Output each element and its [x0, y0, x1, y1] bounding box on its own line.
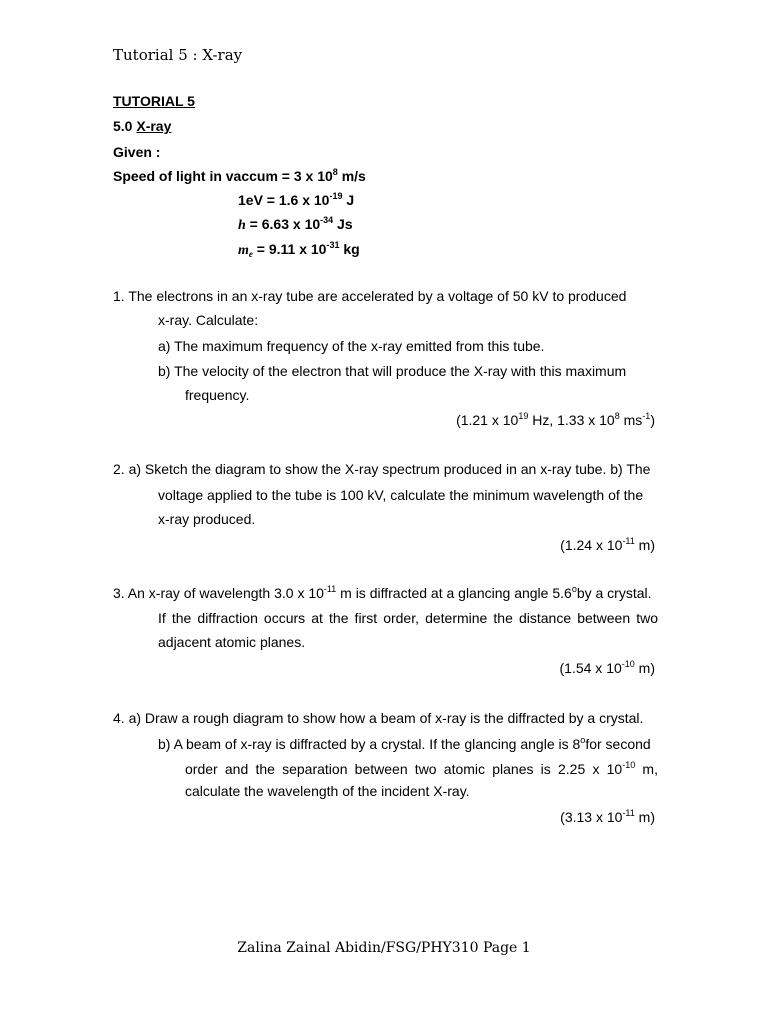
answer-text: Hz, 1.33 x 10	[528, 412, 615, 428]
question-2-line: 2. a) Sketch the diagram to show the X-ray spectrum produced in an x-ray tube. b) The	[113, 461, 651, 477]
constant-text: 1eV = 1.6 x 10	[238, 192, 330, 208]
question-text: b) A beam of x-ray is diffracted by a crystal. If the glancing angle is 8	[158, 736, 581, 752]
exponent: -10	[622, 760, 636, 770]
constant-electron-mass	[238, 241, 360, 259]
question-text: 3. An x-ray of wavelength 3.0 x 10	[113, 585, 324, 601]
constant-unit: Js	[333, 216, 353, 232]
constant-text: = 9.11 x 10	[252, 241, 327, 257]
exponent: -10	[621, 659, 635, 669]
exponent: -11	[622, 808, 635, 818]
question-1-line: frequency.	[185, 387, 250, 403]
answer-text: m)	[634, 660, 655, 676]
answer-text: ms	[619, 412, 643, 428]
question-1-line: a) The maximum frequency of the x-ray emitted from this tube.	[158, 338, 545, 354]
section-name: X-ray	[136, 118, 172, 134]
question-4-line: calculate the wavelength of the incident X-ray.	[185, 783, 470, 799]
question-2-line: x-ray produced.	[158, 511, 256, 527]
given-label: Given :	[113, 144, 161, 160]
exponent: 8	[332, 167, 338, 177]
question-3-line: adjacent atomic planes.	[158, 634, 306, 650]
constant-unit: m/s	[337, 168, 366, 184]
symbol: h	[238, 218, 246, 233]
answer-text: (1.24 x 10	[560, 537, 623, 553]
degree-symbol: o	[580, 735, 586, 745]
tutorial-title: TUTORIAL 5	[113, 93, 195, 109]
question-1-line: b) The velocity of the electron that will produce the X-ray with this maximum	[158, 363, 627, 379]
constant-unit: kg	[339, 241, 360, 257]
question-text	[185, 761, 658, 777]
question-1-line: x-ray. Calculate:	[158, 312, 259, 328]
constant-electron-volt	[238, 192, 354, 208]
question-3-line: If the diffraction occurs at the first order, determine the distance between two	[158, 610, 658, 626]
constant-text: = 6.63 x 10	[245, 216, 321, 232]
question-1-answer	[456, 412, 655, 428]
symbol: m	[238, 243, 249, 258]
question-text: order and the separation between two atomic planes is 2.25 x 10	[185, 761, 623, 777]
constant-unit: J	[342, 192, 355, 208]
page-footer: Zalina Zainal Abidin/FSG/PHY310 Page 1	[237, 940, 531, 956]
page-header: Tutorial 5 : X-ray	[113, 46, 243, 64]
exponent: -11	[323, 584, 337, 594]
answer-text: (1.54 x 10	[559, 660, 622, 676]
exponent: 8	[614, 411, 620, 421]
exponent: -1	[642, 411, 651, 421]
question-1-line: 1. The electrons in an x-ray tube are accelerated by a voltage of 50 kV to produced	[113, 288, 627, 304]
exponent: -34	[320, 215, 334, 225]
question-3-line	[113, 585, 658, 601]
question-text: by a crystal.	[576, 585, 652, 601]
exponent: -31	[326, 240, 340, 250]
constant-speed-of-light	[113, 168, 366, 184]
constant-text: Speed of light in vaccum = 3 x 10	[113, 168, 333, 184]
constant-planck	[238, 216, 353, 234]
question-text: for second	[585, 736, 651, 752]
section-heading	[113, 118, 171, 134]
answer-text: (3.13 x 10	[560, 809, 623, 825]
question-4-line	[185, 761, 658, 777]
question-text: m,	[635, 761, 658, 777]
answer-text: (1.21 x 10	[456, 412, 519, 428]
exponent: -19	[329, 191, 343, 201]
question-4-line: 4. a) Draw a rough diagram to show how a beam of x-ray is the diffracted by a crystal.	[113, 710, 644, 726]
exponent: 19	[518, 411, 529, 421]
question-4-answer	[560, 809, 655, 825]
subscript: e	[248, 249, 253, 259]
answer-text: )	[650, 412, 655, 428]
question-text: m is diffracted at a glancing angle 5.6	[336, 585, 572, 601]
answer-text: m)	[634, 537, 655, 553]
answer-text: m)	[634, 809, 655, 825]
question-text	[158, 736, 651, 752]
question-2-answer	[560, 537, 655, 553]
degree-symbol: o	[571, 584, 577, 594]
question-2-line: voltage applied to the tube is 100 kV, calculate the minimum wavelength of the	[158, 487, 644, 503]
question-4-line	[158, 736, 658, 752]
section-number: 5.0	[113, 118, 133, 134]
exponent: -11	[622, 536, 635, 546]
question-3-answer	[560, 660, 656, 676]
